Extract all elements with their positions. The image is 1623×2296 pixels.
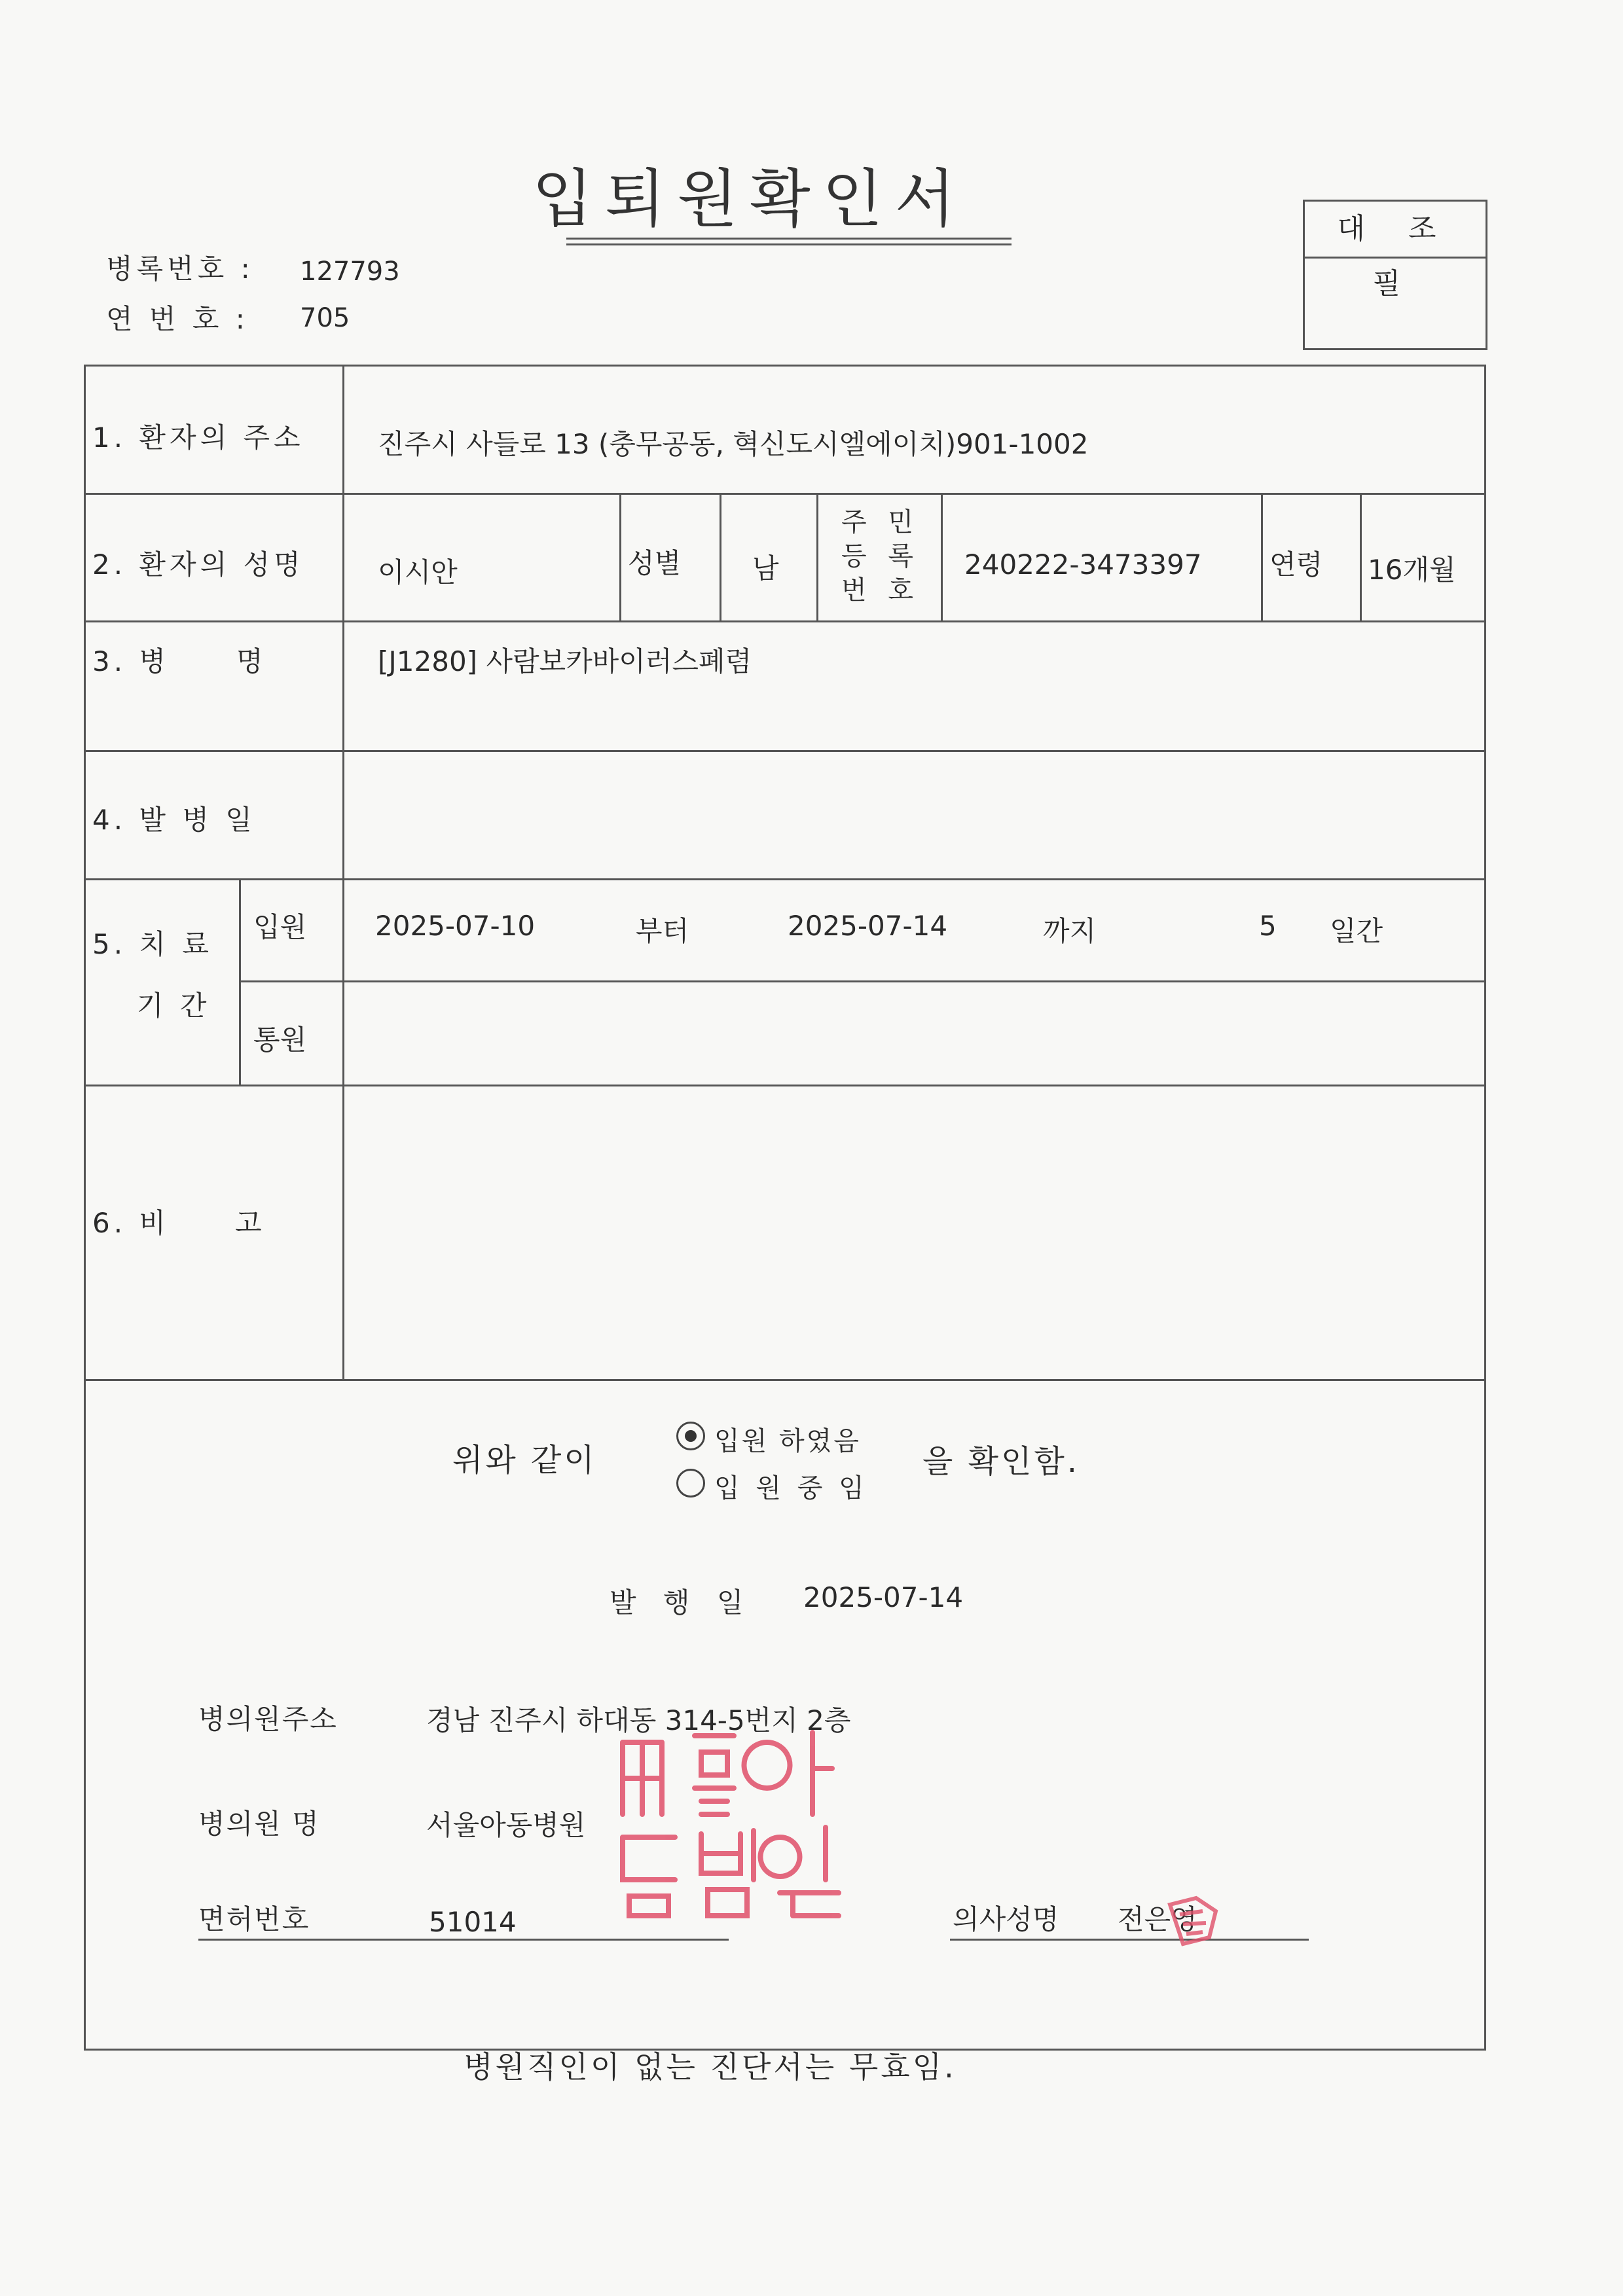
license-underline (198, 1939, 729, 1941)
remarks-label: 6. 비 (92, 1207, 170, 1239)
from-word: 부터 (636, 915, 689, 947)
doctor-name-value: 전은영 (1118, 1903, 1197, 1935)
row-divider (86, 493, 1484, 495)
col-divider (720, 493, 721, 620)
inpatient-ongoing-option: 입 원 중 임 (714, 1473, 868, 1503)
serial-number-label: 연 번 호 : (106, 303, 249, 335)
reg-number-value: 127793 (300, 257, 400, 287)
verification-box (1303, 200, 1487, 350)
inpatient-from-date: 2025-07-10 (375, 910, 536, 942)
row-divider (86, 1085, 1484, 1086)
license-number-label: 면허번호 (198, 1903, 310, 1935)
days-unit: 일간 (1330, 915, 1383, 947)
rrn-label-line-1: 주 민 (841, 507, 920, 537)
row-divider (86, 878, 1484, 880)
outpatient-label: 통원 (253, 1024, 307, 1056)
treatment-period-label: 5. 치 료 (92, 928, 213, 960)
rrn-label-line-3: 번 호 (841, 575, 920, 605)
confirm-suffix: 을 확인함. (922, 1443, 1080, 1480)
issue-date-label: 발 행 일 (610, 1587, 753, 1619)
age-value: 16개월 (1368, 554, 1456, 586)
hospital-address-label: 병의원주소 (198, 1703, 338, 1735)
col-divider (239, 878, 241, 1085)
doctor-seal-icon (1157, 1885, 1235, 1957)
onset-date-label: 4. 발 병 일 (92, 804, 256, 836)
document-title: 입퇴원확인서 (532, 162, 968, 236)
gender-label: 성별 (628, 547, 682, 579)
remarks-label-2: 고 (235, 1207, 266, 1239)
age-label: 연령 (1269, 548, 1323, 581)
inpatient-label: 입원 (253, 911, 307, 943)
col-divider (342, 367, 344, 1379)
col-divider (816, 493, 818, 620)
inpatient-done-option: 입원 하였음 (714, 1426, 861, 1456)
main-form-table (84, 365, 1486, 2051)
title-underline-2 (566, 243, 1012, 245)
radio-selected-dot (685, 1430, 697, 1442)
address-value: 진주시 사들로 13 (충무공동, 혁신도시엘에이치)901-1002 (378, 428, 1089, 460)
inpatient-done-radio[interactable] (676, 1422, 705, 1450)
license-number-value: 51014 (429, 1906, 517, 1938)
row-divider (86, 750, 1484, 752)
confirm-prefix: 위와 같이 (452, 1442, 597, 1479)
hospital-name-label: 병의원 명 (198, 1808, 320, 1840)
issue-date-value: 2025-07-14 (803, 1581, 964, 1613)
inpatient-days: 5 (1259, 910, 1277, 942)
inpatient-ongoing-radio[interactable] (676, 1469, 705, 1498)
disease-value: [J1280] 사람보카바이러스폐렴 (378, 645, 752, 677)
patient-name-label: 2. 환자의 성명 (92, 548, 304, 581)
serial-number-value: 705 (300, 303, 350, 333)
to-word: 까지 (1043, 915, 1097, 947)
patient-name-value: 이시안 (378, 556, 458, 588)
col-divider (941, 493, 943, 620)
address-label: 1. 환자의 주소 (92, 422, 304, 454)
rrn-label-line-2: 등 록 (841, 541, 920, 571)
hospital-address-value: 경남 진주시 하대동 314-5번지 2층 (426, 1704, 851, 1736)
disease-label: 3. 병 (92, 645, 170, 677)
col-divider (1360, 493, 1362, 620)
disease-label-2: 명 (236, 645, 267, 677)
gender-value: 남 (752, 552, 779, 584)
rrn-value: 240222-3473397 (964, 548, 1202, 581)
col-divider (1261, 493, 1263, 620)
inpatient-to-date: 2025-07-14 (788, 910, 948, 942)
footer-notice: 병원직인이 없는 진단서는 무효임. (464, 2049, 957, 2085)
doctor-underline (950, 1939, 1309, 1941)
hospital-name-value: 서울아동병원 (426, 1809, 586, 1841)
col-divider (619, 493, 621, 620)
hospital-seal-icon (603, 1723, 852, 1926)
title-underline-1 (566, 238, 1012, 240)
treatment-period-label-2: 기 간 (137, 990, 211, 1022)
verification-box-label: 대 조 필 (1305, 202, 1486, 259)
reg-number-label: 병록번호 : (106, 253, 254, 285)
row-divider (239, 980, 1484, 982)
doctor-name-label: 의사성명 (953, 1903, 1059, 1935)
row-divider (86, 620, 1484, 622)
row-divider (86, 1379, 1484, 1381)
